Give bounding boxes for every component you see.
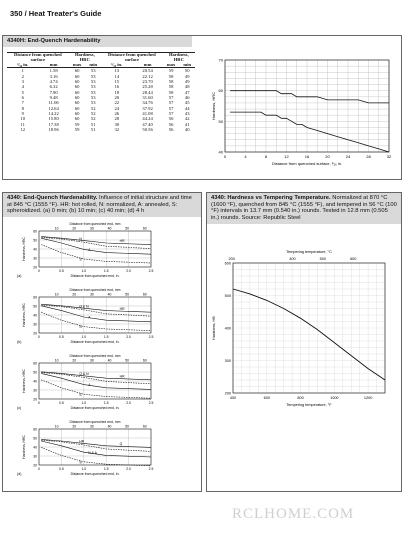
table-cell: 9 (21, 111, 24, 117)
table-cell: 56 (168, 121, 174, 127)
hrc-tick-label: 30 (33, 256, 37, 261)
x-tick-label: 32 (386, 154, 392, 159)
table-cell: 48 (184, 84, 190, 90)
table-cell: 24 (114, 105, 120, 111)
table-cell: 56 (168, 127, 174, 133)
table-cell: 11.06 (48, 100, 59, 106)
in-tick-label: 2.0 (126, 335, 131, 339)
hrc-tick-label: 60 (33, 361, 37, 366)
mm-tick-label: 30 (90, 226, 94, 231)
x-tick-label: 28 (366, 154, 371, 159)
in-tick-label: 2.0 (126, 467, 131, 471)
in-tick-label: 0.5 (59, 335, 64, 339)
table-cell: 44.24 (142, 116, 153, 122)
tempering-title: 4340: Hardness vs Tempering Temperature. (211, 195, 331, 201)
x-axis-label: Distance from quenched surface, ¹⁄₁₆ in. (271, 161, 343, 166)
mm-tick-label: 30 (90, 292, 94, 297)
mm-tick-label: 10 (54, 424, 59, 429)
y-tick-label: 50 (218, 118, 223, 124)
mm-tick-label: 60 (142, 358, 147, 363)
table-sub-header: min (179, 63, 195, 68)
panel-top-axis-label: Distance from quenched end, mm (69, 288, 121, 292)
panel-id: (d) (17, 472, 22, 476)
in-tick-label: 2.5 (148, 401, 154, 405)
mm-tick-label: 50 (125, 226, 130, 231)
table-cell: 4 (21, 84, 24, 90)
end-quench-caption (3, 193, 201, 217)
hrc-tick-label: 60 (33, 295, 37, 300)
table-cell: 25.28 (142, 84, 153, 90)
curve-label: Q & N (79, 304, 89, 309)
table-cell: 6.32 (49, 84, 58, 90)
end-quench-title: 4340: End-Quench Hardenability. (7, 195, 98, 201)
hardenability-band-title: 4340H: End-Quench Hardenability (3, 36, 192, 47)
table-sub-header: max (163, 63, 180, 68)
table-cell: 7.90 (49, 89, 58, 95)
fahrenheit-tick-label: 400 (229, 396, 237, 400)
fahrenheit-tick-label: 1000 (330, 396, 339, 400)
in-tick-label: 1.5 (103, 467, 109, 471)
table-cell: 34.76 (142, 100, 153, 106)
table-cell: 7 (21, 100, 24, 106)
hrc-tick-label: 20 (33, 463, 37, 468)
table-cell: 45 (184, 100, 190, 106)
table-cell: 53 (90, 84, 96, 90)
panel-id: (a) (17, 274, 22, 278)
panel-bottom-axis-label: Distance from quenched end, in. (70, 340, 120, 344)
table-cell: 51 (90, 121, 96, 127)
panel-top-axis-label: Distance from quenched end, mm (69, 420, 121, 424)
table-cell: 58 (168, 89, 174, 95)
celsius-tick-label: 600 (350, 257, 357, 261)
y-tick-label: 600 (224, 261, 231, 266)
y-axis-label: Hardness, HB (212, 316, 216, 340)
mm-tick-label: 60 (142, 292, 147, 297)
panel-id: (c) (17, 406, 22, 410)
table-cell: 43 (184, 111, 190, 117)
table-cell: 57 (168, 95, 174, 101)
y-tick-label: 400 (224, 326, 231, 331)
table-cell: 17.38 (48, 121, 59, 127)
tempering-description: Normalized at 870 °C (1600 °F), quenched from 845 °C (1555 °F), and tempered in 56 °C (100 °F) intervals in 13.7 mm (0.540 in.) rounds. Tested in 12.8 mm (0.505 in.) rounds. Source: Republic Steel (211, 195, 397, 221)
in-tick-label: 1.5 (103, 335, 109, 339)
table-cell: 53 (90, 89, 96, 95)
mm-tick-label: 40 (107, 358, 112, 363)
curve-label: S (79, 325, 82, 330)
panel-curve (41, 304, 151, 312)
panel-y-axis-label: Hardness, HRC (22, 303, 26, 327)
curve-label: HR (119, 306, 125, 311)
table-cell: 52 (90, 105, 96, 111)
hrc-tick-label: 30 (33, 322, 37, 327)
table-cell: 40 (184, 127, 190, 133)
table-group-header: Hardness, HRC (163, 53, 195, 63)
curve-label: Q & N (79, 372, 89, 376)
table-cell: 60 (74, 100, 80, 106)
mm-tick-label: 30 (90, 424, 94, 429)
panel-curve (41, 237, 151, 248)
table-cell: 53 (90, 73, 96, 79)
panel-top-axis-label: Distance from quenched end, mm (69, 222, 121, 226)
table-sub-header: ¹⁄₁₆ in. (7, 63, 39, 68)
panel-curve (41, 373, 151, 389)
table-cell: 20 (114, 95, 120, 101)
tempering-caption (207, 193, 401, 224)
mm-tick-label: 20 (72, 358, 77, 363)
in-tick-label: 1.5 (103, 401, 109, 405)
curve-label: S (79, 392, 82, 397)
table-cell: 60 (74, 89, 80, 95)
table-cell: 60 (74, 73, 80, 79)
table-cell: 53 (90, 68, 96, 74)
hrc-tick-label: 40 (33, 379, 37, 384)
hrc-tick-label: 20 (33, 265, 37, 270)
y-tick-label: 500 (224, 293, 231, 298)
panel-y-axis-label: Hardness, HRC (22, 435, 26, 459)
table-cell: 16 (114, 84, 120, 90)
mm-tick-label: 50 (125, 358, 130, 363)
table-cell: 8 (21, 105, 24, 111)
table-cell: 50 (184, 68, 190, 74)
mm-tick-label: 10 (54, 292, 59, 297)
table-cell: 49 (184, 79, 190, 85)
table-cell: 46 (184, 95, 190, 101)
x-tick-label: 4 (244, 154, 247, 159)
x-tick-label: 24 (345, 154, 351, 159)
table-sub-header: mm (39, 63, 69, 68)
table-cell: 59 (74, 127, 80, 133)
table-cell: 50.56 (142, 127, 153, 133)
table-cell: 2 (21, 73, 24, 79)
curve-label: N & A (88, 450, 97, 455)
table-cell: 14.22 (48, 111, 59, 117)
in-tick-label: 0.5 (59, 269, 64, 273)
y-tick-label: 300 (224, 358, 231, 363)
panel-bottom-axis-label: Distance from quenched end, in. (70, 472, 120, 476)
hrc-tick-label: 50 (33, 370, 37, 375)
fahrenheit-tick-label: 600 (263, 396, 270, 400)
table-cell: 60 (74, 68, 80, 74)
watermark: RCLHOME.COM (232, 506, 355, 522)
table-cell: 31.60 (142, 95, 153, 101)
table-cell: 22.12 (142, 73, 153, 79)
tempering-chart (207, 249, 401, 409)
table-cell: 30 (114, 121, 120, 127)
hrc-tick-label: 30 (33, 388, 37, 393)
table-cell: 51 (90, 127, 96, 133)
x-tick-label: 16 (304, 154, 310, 159)
hrc-tick-label: 40 (33, 313, 37, 318)
table-cell: 5 (21, 89, 24, 95)
table-cell: 12 (20, 127, 26, 133)
curve-label: S (79, 257, 82, 262)
in-tick-label: 0 (38, 467, 40, 471)
table-cell: 14 (114, 73, 120, 79)
table-cell: 4.74 (49, 79, 58, 85)
end-quench-section (2, 192, 202, 492)
table-cell: 60 (74, 84, 80, 90)
table-cell: 1 (21, 68, 24, 74)
panel-bottom-axis-label: Distance from quenched end, in. (70, 406, 120, 410)
hrc-tick-label: 60 (33, 229, 37, 234)
table-cell: 53 (90, 100, 96, 106)
table-cell: 60 (74, 111, 80, 117)
in-tick-label: 2.5 (148, 269, 154, 273)
hrc-tick-label: 50 (33, 436, 37, 441)
x-tick-label: 8 (264, 154, 268, 159)
table-cell: 41 (184, 121, 190, 127)
mm-tick-label: 10 (54, 358, 59, 363)
table-cell: 49 (184, 73, 190, 79)
table-cell: 60 (74, 95, 80, 101)
table-cell: 59 (74, 121, 80, 127)
hrc-tick-label: 50 (33, 304, 37, 309)
table-cell: 52 (90, 111, 96, 117)
table-cell: 18 (114, 89, 120, 95)
table-cell: 59 (168, 68, 174, 74)
y-axis-label: Hardness, HRC (211, 91, 216, 121)
panel-id: (b) (17, 340, 22, 344)
tempering-section (206, 192, 402, 492)
table-sub-header: mm (133, 63, 163, 68)
curve-label: HR (79, 439, 85, 444)
table-cell: 28.44 (142, 89, 153, 95)
table-group-header: Hardness, HRC (69, 53, 101, 63)
mm-tick-label: 40 (107, 424, 112, 429)
table-cell: 60 (74, 105, 80, 111)
table-group-header: Distance from quenched surface (101, 53, 163, 63)
table-cell: 6 (21, 95, 24, 101)
end-quench-description: Influence of initial structure and time at 845 °C (1555 °F). HR: hot rolled, N: normalized, A: annealed, S: spheroidized. (a) 0 min; (b) 10 min; (c) 40 min; (d) 4 h (7, 195, 192, 215)
table-cell: 22 (114, 100, 120, 106)
table-cell: 58 (168, 84, 174, 90)
in-tick-label: 2.0 (126, 269, 131, 273)
in-tick-label: 1.0 (81, 401, 87, 405)
hardenability-band-chart (209, 56, 399, 174)
table-group-header: Distance from quenched surface (7, 53, 69, 63)
mm-tick-label: 30 (90, 358, 94, 363)
in-tick-label: 0 (38, 335, 40, 339)
table-cell: 44 (184, 105, 190, 111)
in-tick-label: 1.5 (103, 269, 109, 273)
mm-tick-label: 40 (107, 292, 112, 297)
fahrenheit-tick-label: 1200 (363, 396, 373, 400)
panel-curve (41, 237, 151, 245)
panel-curve (41, 306, 151, 322)
table-cell: 13 (114, 68, 120, 74)
table-cell: 11 (20, 121, 25, 127)
hrc-tick-label: 60 (33, 427, 37, 432)
table-cell: 53 (90, 95, 96, 101)
table-cell: 57 (168, 100, 174, 106)
hrc-tick-label: 40 (33, 247, 37, 252)
in-tick-label: 2.5 (148, 335, 154, 339)
in-tick-label: 2.5 (148, 467, 154, 471)
hrc-tick-label: 20 (33, 331, 37, 336)
table-cell: 58 (168, 73, 174, 79)
panel-y-axis-label: Hardness, HRC (22, 369, 26, 393)
table-cell: 10 (20, 116, 26, 122)
y-tick-label: 60 (218, 88, 223, 94)
celsius-tick-label: 200 (228, 257, 235, 261)
x-tick-label: 12 (284, 154, 289, 159)
panel-bottom-axis-label: Distance from quenched end, in. (70, 274, 120, 278)
table-sub-header: max (69, 63, 86, 68)
end-quench-panels (3, 221, 201, 491)
in-tick-label: 1.0 (81, 335, 87, 339)
celsius-tick-label: 400 (289, 257, 296, 261)
celsius-tick-label: 500 (319, 257, 327, 261)
mm-tick-label: 40 (107, 226, 112, 231)
table-cell: 57 (168, 105, 174, 111)
panel-curve (41, 440, 151, 451)
table-sub-header: ¹⁄₁₆ in. (101, 63, 133, 68)
x-tick-label: 20 (325, 154, 330, 159)
table-cell: 15.80 (48, 116, 59, 122)
in-tick-label: 0 (38, 401, 40, 405)
y-tick-label: 200 (224, 391, 231, 396)
fahrenheit-tick-label: 800 (297, 396, 304, 400)
table-cell: 37.92 (142, 105, 153, 111)
mm-tick-label: 60 (142, 424, 147, 429)
in-tick-label: 0 (38, 269, 40, 273)
hrc-tick-label: 20 (33, 397, 37, 402)
hardenability-band-section (2, 35, 402, 180)
table-cell: 28 (114, 116, 120, 122)
table-cell: 1.58 (49, 68, 58, 74)
curve-label: A (88, 315, 91, 320)
in-tick-label: 2.0 (126, 401, 131, 405)
table-cell: 15 (114, 79, 120, 85)
table-cell: 58 (168, 79, 174, 85)
mm-tick-label: 10 (54, 226, 59, 231)
in-tick-label: 1.0 (81, 467, 87, 471)
top-axis-label: Tempering temperature, °C (286, 250, 332, 254)
mm-tick-label: 60 (142, 226, 147, 231)
table-cell: 23.70 (142, 79, 153, 85)
mm-tick-label: 20 (72, 424, 77, 429)
table-cell: 20.54 (142, 68, 153, 74)
panel-y-axis-label: Hardness, HRC (22, 237, 26, 261)
table-cell: 41.08 (142, 111, 153, 117)
mm-tick-label: 50 (125, 292, 130, 297)
x-tick-label: 0 (223, 154, 227, 159)
in-tick-label: 0.5 (59, 467, 64, 471)
table-cell: 57 (168, 111, 174, 117)
curve-label: A (88, 383, 91, 388)
hardenability-table (7, 52, 195, 132)
bottom-axis-label: Tempering temperature, °F (286, 403, 332, 407)
curve-label: HR (119, 374, 125, 379)
panel-curve (41, 439, 151, 447)
table-cell: 26 (114, 111, 120, 117)
hrc-tick-label: 50 (33, 238, 37, 243)
curve-label: HR (119, 239, 125, 244)
panel-top-axis-label: Distance from quenched end, mm (69, 354, 121, 358)
curve-label: S (79, 460, 82, 465)
curve-label: A (88, 248, 91, 252)
table-cell: 32 (114, 127, 120, 133)
table-sub-header: min (85, 63, 101, 68)
table-cell: 52 (90, 116, 96, 122)
mm-tick-label: 50 (125, 424, 130, 429)
hrc-tick-label: 40 (33, 445, 37, 450)
table-cell: 53 (90, 79, 96, 85)
table-cell: 9.48 (49, 95, 58, 101)
mm-tick-label: 20 (72, 292, 77, 297)
in-tick-label: 0.5 (59, 401, 64, 405)
table-cell: 47 (184, 89, 190, 95)
panel-curve (41, 372, 151, 380)
table-row (7, 127, 195, 132)
table-cell: 42 (184, 116, 190, 122)
y-tick-label: 70 (218, 57, 223, 63)
panel-curve (41, 238, 151, 254)
y-tick-label: 40 (218, 149, 223, 155)
table-cell: 56 (168, 116, 174, 122)
table-cell: 3.16 (49, 73, 58, 79)
table-cell: 3 (21, 79, 24, 85)
hrc-tick-label: 30 (33, 454, 37, 459)
in-tick-label: 1.0 (81, 269, 87, 273)
panel-curve (41, 305, 151, 316)
page-header: 350 / Heat Treater's Guide (10, 9, 102, 18)
panel-curve (41, 373, 151, 384)
table-cell: 18.96 (48, 127, 59, 133)
curve-label: Q (119, 442, 123, 446)
mm-tick-label: 20 (72, 226, 77, 231)
table-cell: 12.64 (48, 105, 59, 111)
table-cell: 47.40 (142, 121, 153, 127)
table-cell: 60 (74, 79, 80, 85)
table-cell: 60 (74, 116, 80, 122)
curve-label: N (79, 236, 82, 241)
